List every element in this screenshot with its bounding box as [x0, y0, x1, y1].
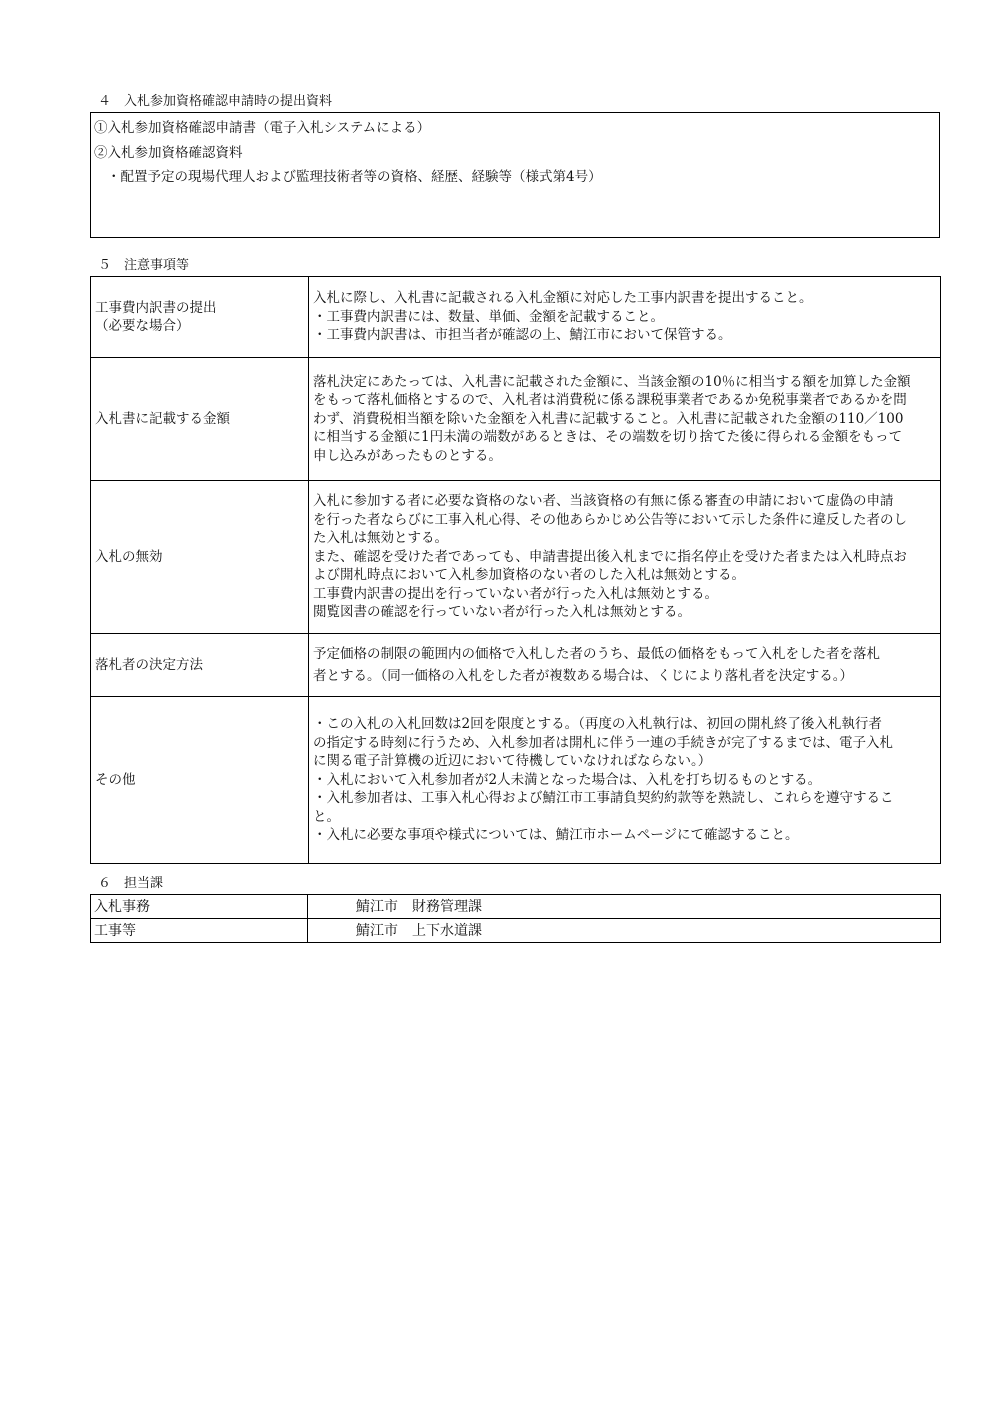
section-4-line-2: ②入札参加資格確認資料	[94, 145, 243, 161]
label-line: 落札者の決定方法	[95, 656, 203, 673]
section-4-line-3: ・配置予定の現場代理人および監理技術者等の資格、経歴、経験等（様式第4号）	[107, 169, 602, 185]
content-line: 予定価格の制限の範囲内の価格で入札した者のうち、最低の価格をもって入札をした者を落札	[313, 646, 880, 662]
notes-row-label	[91, 697, 309, 864]
notes-row-content	[309, 481, 941, 634]
section-4-heading: ４ 入札参加資格確認申請時の提出資料	[98, 94, 333, 109]
content-line: また、確認を受けた者であっても、申請書提出後入札までに指名停止を受けた者または入札時点お	[313, 548, 907, 565]
content-line: ・工事費内訳書は、市担当者が確認の上、鯖江市において保管する。	[313, 327, 732, 344]
content-line: 者とする。（同一価格の入札をした者が複数ある場合は、くじにより落札者を決定する。）	[313, 668, 853, 684]
content-line: よび開札時点において入札参加資格のない者のした入札は無効とする。	[313, 567, 745, 584]
content-line: 工事費内訳書の提出を行っていない者が行った入札は無効とする。	[313, 585, 718, 602]
department-table	[90, 894, 941, 943]
notes-row-content	[309, 634, 941, 697]
notes-row-label	[91, 634, 309, 697]
content-line: ・入札参加者は、工事入札心得および鯖江市工事請負契約約款等を熟読し、これらを遵守するこ	[313, 790, 894, 807]
notes-row-bid-amount	[91, 358, 941, 481]
content-line: 申し込みがあったものとする。	[313, 447, 502, 464]
department-label: 工事等	[91, 919, 308, 943]
content-line: に相当する金額に1円未満の端数があるときは、その端数を切り捨てた後に得られる金額をもって	[313, 429, 903, 446]
notes-row-breakdown	[91, 277, 941, 358]
notes-row-content	[309, 277, 941, 358]
label-line: 工事費内訳書の提出	[95, 299, 217, 316]
department-row-bidding	[91, 895, 941, 919]
notes-row-award-method	[91, 634, 941, 697]
content-line: 入札に参加する者に必要な資格のない者、当該資格の有無に係る審査の申請において虚偽の申請	[313, 493, 894, 510]
notes-table	[90, 276, 941, 864]
department-label: 入札事務	[91, 895, 308, 919]
content-line: わず、消費税相当額を除いた金額を入札書に記載すること。入札書に記載された金額の110／100	[313, 410, 904, 427]
label-line: 入札書に記載する金額	[95, 410, 230, 427]
content-line: の指定する時刻に行うため、入札参加者は開札に伴う一連の手続きが完了するまでは、電子入札	[313, 734, 893, 751]
section-6-heading: ６ 担当課	[98, 876, 164, 891]
department-row-works	[91, 919, 941, 943]
content-line: に関る電子計算機の近辺において待機していなければならない。）	[313, 753, 712, 770]
content-line: ・工事費内訳書には、数量、単価、金額を記載すること。	[313, 308, 664, 325]
notes-row-label	[91, 358, 309, 481]
content-line: を行った者ならびに工事入札心得、その他あらかじめ公告等において示した条件に違反した者のし	[313, 511, 907, 528]
content-line: ・この入札の入札回数は2回を限度とする。（再度の入札執行は、初回の開札終了後入札執行者	[313, 716, 882, 733]
label-line: （必要な場合）	[95, 318, 190, 334]
notes-row-other	[91, 697, 941, 864]
content-line: をもって落札価格とするので、入札者は消費税に係る課税事業者であるか免税事業者であるかを問	[313, 392, 907, 409]
department-value: 鯖江市 上下水道課	[308, 919, 941, 943]
content-line: 落札決定にあたっては、入札書に記載された金額に、当該金額の10％に相当する額を加算した金額	[313, 373, 911, 390]
notes-row-invalid-bid	[91, 481, 941, 634]
notes-row-content	[309, 358, 941, 481]
department-value: 鯖江市 財務管理課	[308, 895, 941, 919]
label-line: その他	[95, 771, 136, 788]
notes-row-label	[91, 277, 309, 358]
label-line: 入札の無効	[95, 548, 163, 565]
content-line: た入札は無効とする。	[313, 530, 448, 547]
content-line: 閲覧図書の確認を行っていない者が行った入札は無効とする。	[313, 604, 691, 621]
notes-row-content	[309, 697, 941, 864]
section-4-line-1: ①入札参加資格確認申請書（電子入札システムによる）	[94, 120, 431, 136]
content-line: ・入札において入札参加者が2人未満となった場合は、入札を打ち切るものとする。	[313, 771, 822, 788]
notes-row-label	[91, 481, 309, 634]
section-5-heading: ５ 注意事項等	[98, 258, 190, 273]
content-line: と。	[313, 808, 340, 825]
content-line: 入札に際し、入札書に記載される入札金額に対応した工事内訳書を提出すること。	[313, 290, 813, 307]
content-line: ・入札に必要な事項や様式については、鯖江市ホームページにて確認すること。	[313, 827, 799, 844]
section-4-box	[90, 112, 940, 238]
